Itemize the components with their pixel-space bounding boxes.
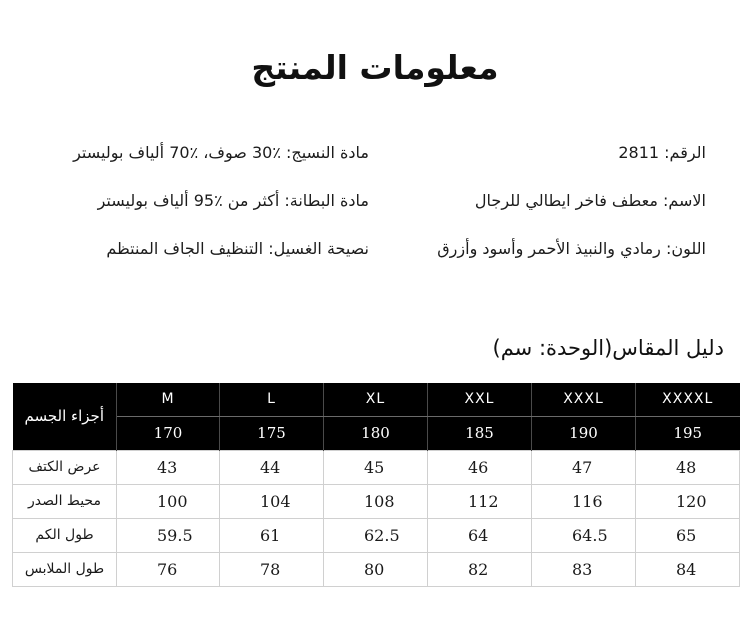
size-label: XL (324, 383, 428, 416)
height-label: 180 (324, 416, 428, 450)
size-table (12, 383, 740, 587)
table-cell: 43 (117, 450, 220, 484)
table-cell: 82 (428, 552, 532, 586)
table-cell: 64.5 (532, 518, 636, 552)
table-cell: 84 (636, 552, 740, 586)
table-cell: 48 (636, 450, 740, 484)
height-header-row (13, 416, 740, 450)
table-row (13, 484, 740, 518)
height-label: 190 (532, 416, 636, 450)
table-row (13, 552, 740, 586)
size-label: M (117, 383, 220, 416)
table-cell: 120 (636, 484, 740, 518)
table-row (13, 450, 740, 484)
size-label: XXXXL (636, 383, 740, 416)
table-cell: 116 (532, 484, 636, 518)
table-cell: 76 (117, 552, 220, 586)
lining-material: مادة البطانة: أكثر من ٪95 ألياف بوليستر (97, 191, 369, 210)
table-cell: 78 (220, 552, 324, 586)
table-cell: 65 (636, 518, 740, 552)
height-label: 175 (220, 416, 324, 450)
table-cell: 83 (532, 552, 636, 586)
row-label: طول الكم (13, 518, 117, 552)
size-label: XXL (428, 383, 532, 416)
size-guide-heading: دليل المقاس(الوحدة: سم) (492, 336, 724, 360)
table-cell: 59.5 (117, 518, 220, 552)
row-label: طول الملابس (13, 552, 117, 586)
table-cell: 112 (428, 484, 532, 518)
size-label: XXXL (532, 383, 636, 416)
height-label: 170 (117, 416, 220, 450)
table-cell: 61 (220, 518, 324, 552)
product-color: اللون: رمادي والنبيذ الأحمر وأسود وأزرق (437, 239, 706, 258)
table-cell: 46 (428, 450, 532, 484)
size-header-row (13, 383, 740, 416)
page-title: معلومات المنتج (251, 48, 499, 87)
fabric-material: مادة النسيج: ٪30 صوف، ٪70 ألياف بوليستر (73, 143, 369, 162)
table-row (13, 518, 740, 552)
product-name: الاسم: معطف فاخر ايطالي للرجال (474, 191, 706, 210)
washing-advice: نصيحة الغسيل: التنظيف الجاف المنتظم (106, 239, 369, 258)
product-number: الرقم: 2811 (618, 143, 706, 162)
body-parts-header: أجزاء الجسم (13, 383, 117, 450)
row-label: محيط الصدر (13, 484, 117, 518)
size-label: L (220, 383, 324, 416)
table-cell: 47 (532, 450, 636, 484)
table-cell: 64 (428, 518, 532, 552)
table-cell: 80 (324, 552, 428, 586)
height-label: 195 (636, 416, 740, 450)
table-cell: 45 (324, 450, 428, 484)
row-label: عرض الكتف (13, 450, 117, 484)
table-cell: 100 (117, 484, 220, 518)
table-cell: 108 (324, 484, 428, 518)
table-cell: 44 (220, 450, 324, 484)
height-label: 185 (428, 416, 532, 450)
table-cell: 104 (220, 484, 324, 518)
table-cell: 62.5 (324, 518, 428, 552)
